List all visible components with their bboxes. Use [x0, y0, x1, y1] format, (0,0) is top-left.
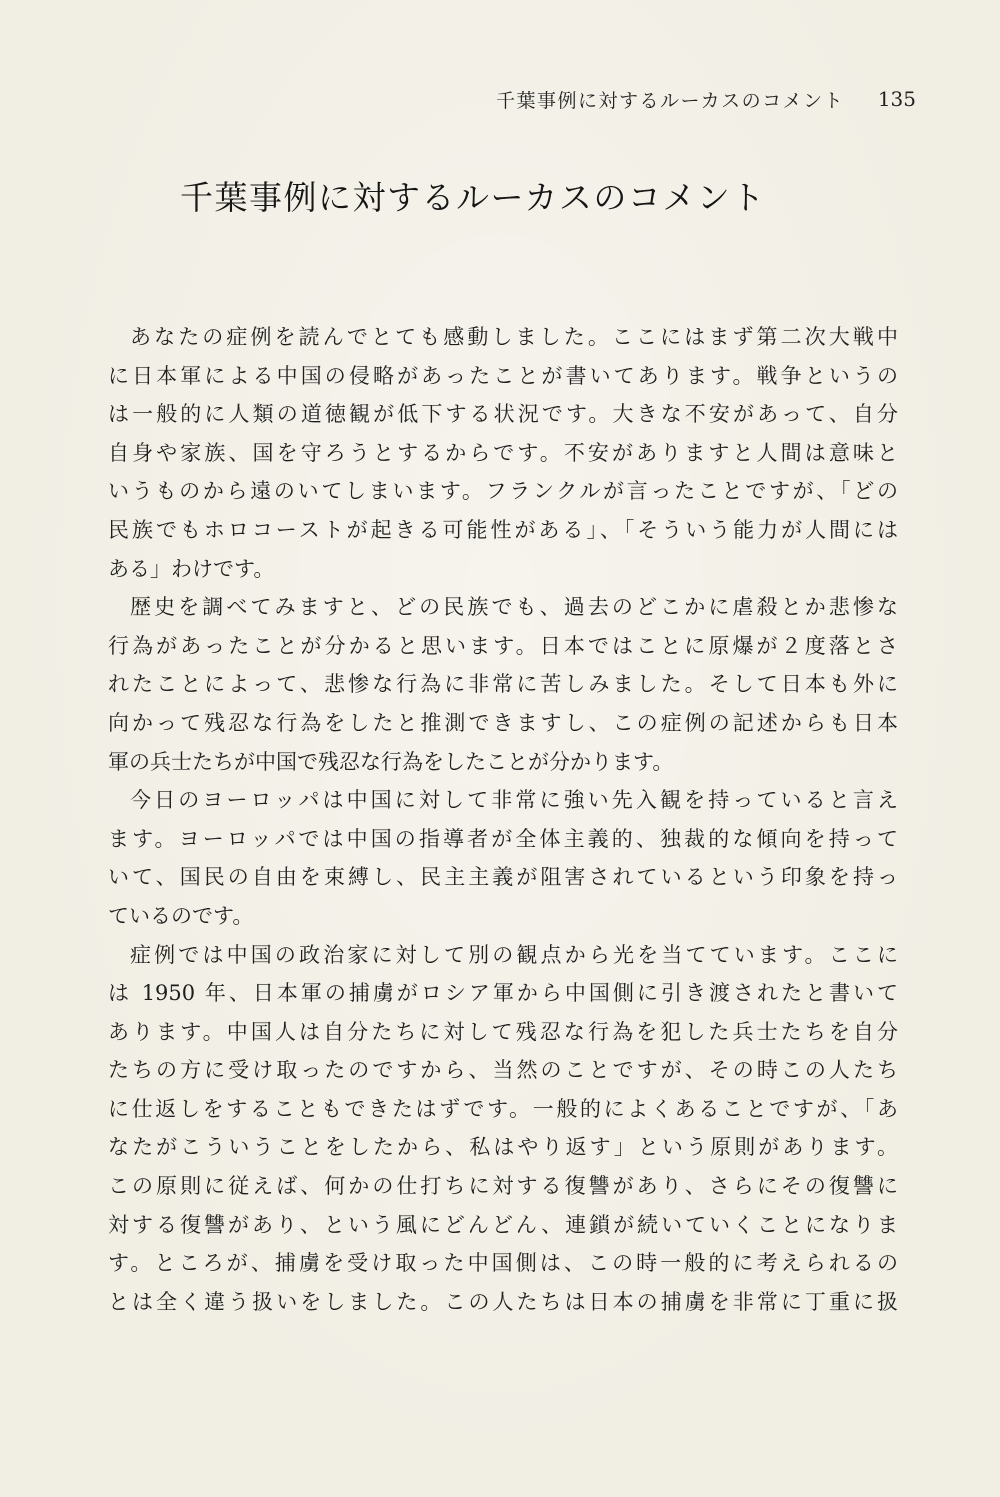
text-line: あります。中国人は自分たちに対して残忍な行為を犯した兵士たちを自分: [108, 1019, 898, 1044]
text-line: す。ところが、捕虜を受け取った中国側は、この時一般的に考えられるの: [108, 1251, 898, 1276]
text-line: なたがこういうことをしたから、私はやり返す」という原則があります。: [108, 1135, 898, 1160]
page-number: 135: [877, 87, 916, 111]
running-header: [496, 84, 916, 114]
text-line: とは全く違う扱いをしました。この人たちは日本の捕虜を非常に丁重に扱: [108, 1289, 898, 1314]
text-line: れたことによって、悲惨な行為に非常に苦しみました。そして日本も外に: [108, 672, 898, 697]
text-line: は 1950 年、日本軍の捕虜がロシア軍から中国側に引き渡されたと書いて: [108, 981, 898, 1006]
running-header-title: 千葉事例に対するルーカスのコメント: [496, 89, 845, 112]
text-line: は一般的に人類の道徳観が低下する状況です。大きな不安があって、自分: [108, 402, 898, 427]
text-line: ます。ヨーロッパでは中国の指導者が全体主義的、独裁的な傾向を持って: [108, 826, 898, 851]
text-line: 向かって残忍な行為をしたと推測できますし、この症例の記述からも日本: [108, 710, 898, 735]
body-text: [108, 318, 898, 1321]
paragraph: [108, 781, 898, 935]
text-line: 今日のヨーロッパは中国に対して非常に強い先入観を持っていると言え: [130, 788, 898, 813]
text-line: 民族でもホロコーストが起きる可能性がある」、「そういう能力が人間には: [108, 517, 898, 542]
text-line: 症例では中国の政治家に対して別の観点から光を当てています。ここに: [130, 942, 898, 967]
text-line: たちの方に受け取ったのですから、当然のことですが、その時この人たち: [108, 1058, 898, 1083]
text-line: に日本軍による中国の侵略があったことが書いてあります。戦争というの: [108, 363, 898, 388]
paragraph: [108, 936, 898, 1322]
text-line: 行為があったことが分かると思います。日本ではことに原爆が２度落とさ: [108, 633, 898, 658]
text-line: ているのです。: [108, 903, 254, 928]
text-line: に仕返しをすることもできたはずです。一般的によくあることですが、「あ: [108, 1096, 898, 1121]
text-line: この原則に従えば、何かの仕打ちに対する復讐があり、さらにその復讐に: [108, 1174, 898, 1199]
paragraph: [108, 588, 898, 781]
chapter-title: 千葉事例に対するルーカスのコメント: [180, 178, 766, 217]
text-line: 対する復讐があり、という風にどんどん、連鎖が続いていくことになりま: [108, 1212, 898, 1237]
text-line: 軍の兵士たちが中国で残忍な行為をしたことが分かります。: [108, 749, 674, 774]
text-line: ある」わけです。: [108, 556, 275, 581]
text-line: いうものから遠のいてしまいます。フランクルが言ったことですが、「どの: [108, 479, 898, 504]
paragraph: [108, 318, 898, 588]
text-line: いて、国民の自由を束縛し、民主主義が阻害されているという印象を持っ: [108, 865, 898, 890]
text-line: 歴史を調べてみますと、どの民族でも、過去のどこかに虐殺とか悲惨な: [130, 595, 898, 620]
text-line: あなたの症例を読んでとても感動しました。ここにはまず第二次大戦中: [130, 325, 898, 349]
text-line: 自身や家族、国を守ろうとするからです。不安がありますと人間は意味と: [108, 440, 898, 465]
